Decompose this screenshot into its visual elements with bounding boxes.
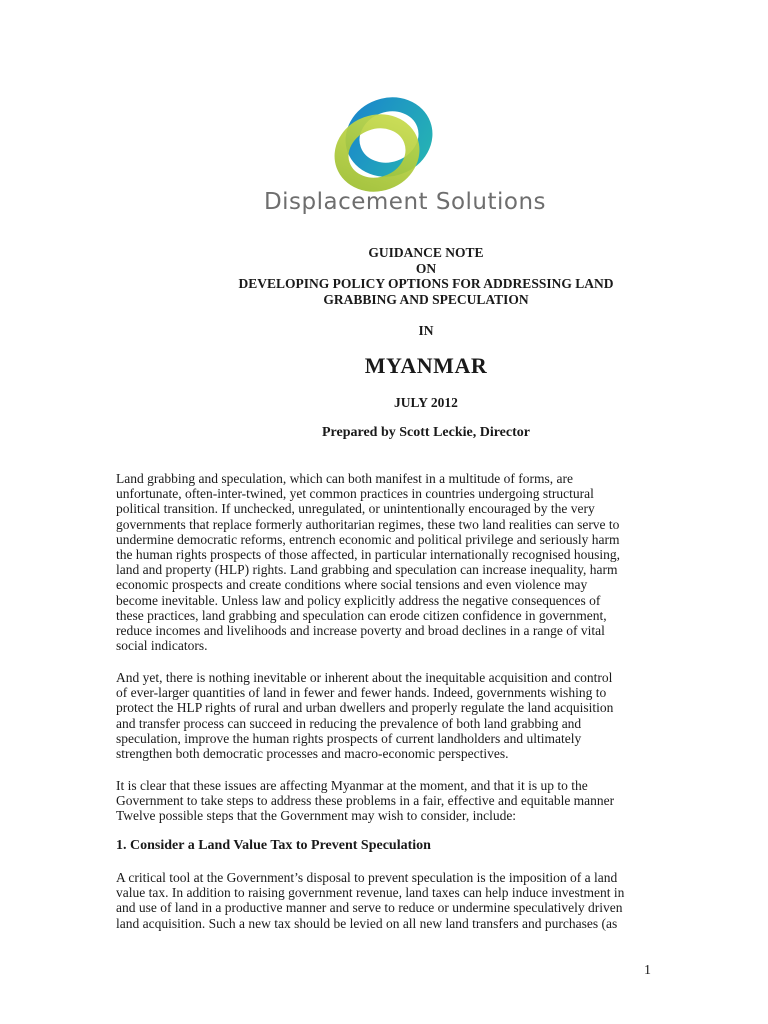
text-line: and transfer process can succeed in reducing the prevalence of both land grabbing and [116,715,582,731]
text-line: these practices, land grabbing and speculation can erode citizen confidence in government, [116,607,607,623]
displacement-solutions-logo-icon [329,95,439,195]
logo [0,95,768,195]
country-title: MYANMAR [364,353,488,378]
paragraph-3 [116,778,656,824]
text-line: It is clear that these issues are affecting Myanmar at the moment, and that it is up to the [116,778,588,793]
text-line: governments that replace formerly authoritarian regimes, these two land realities can serve to [116,516,620,532]
text-line: social indicators. [116,638,208,654]
text-line: undermine democratic reforms, entrench economic and political privilege and seriously harm [116,531,620,547]
text-line: land and property (HLP) rights. Land grabbing and speculation can increase inequality, harm [116,562,618,578]
paragraph-4 [116,870,656,931]
text-line: value tax. In addition to raising government revenue, land taxes can help induce investment in [116,885,625,901]
document-date: JULY 2012 [394,395,458,410]
text-line: unfortunate, often-inter-twined, yet common practices in countries undergoing structural [116,486,594,502]
text-line: of ever-larger quantities of land in fewer and fewer hands. Indeed, governments wishing to [116,685,607,701]
text-line: become inevitable. Unless law and policy explicitly address the negative consequences of [116,592,601,608]
text-line: A critical tool at the Government’s disposal to prevent speculation is the imposition of a land [116,870,618,885]
heading-line-3: DEVELOPING POLICY OPTIONS FOR ADDRESSING LAND [238,276,614,291]
document-heading [0,245,768,307]
heading-in: IN [418,323,434,338]
text-line: strengthen both democratic processes and macro-economic perspectives. [116,746,509,762]
text-line: and use of land in a productive manner and serve to reduce or undermine speculatively driven [116,900,623,916]
text-line: Government to take steps to address these problems in a fair, effective and equitable manner [116,793,615,809]
text-line: speculation, improve the human rights prospects of current landholders and ultimately [116,730,582,746]
section-1-title: 1. Consider a Land Value Tax to Prevent Speculation [116,838,431,853]
heading-line-1: GUIDANCE NOTE [368,245,484,260]
text-line: protect the HLP rights of rural and urban dwellers and properly regulate the land acquisition [116,700,614,716]
brand-name: Displacement Solutions [263,189,547,215]
text-line: Twelve possible steps that the Government may wish to consider, include: [116,808,517,824]
text-line: economic prospects and create conditions where social tensions and even violence may [116,577,588,593]
text-line: land acquisition. Such a new tax should be levied on all new land transfers and purchases (as [116,915,618,931]
text-line: And yet, there is nothing inevitable or inherent about the inequitable acquisition and control [116,670,613,685]
text-line: the human rights prospects of those affected, in particular internationally recognised housing, [116,547,620,563]
paragraph-2 [116,670,656,761]
page-number: 1 [644,963,651,978]
text-line: political transition. If unchecked, unregulated, or unintentionally encouraged by the very [116,501,595,517]
prepared-by: Prepared by Scott Leckie, Director [321,425,530,440]
paragraph-1 [116,471,656,653]
text-line: reduce incomes and livelihoods and increase poverty and broad declines in a range of vital [116,623,605,639]
heading-line-4: GRABBING AND SPECULATION [323,291,529,307]
heading-line-2: ON [415,260,437,276]
text-line: Land grabbing and speculation, which can both manifest in a multitude of forms, are [116,471,573,486]
